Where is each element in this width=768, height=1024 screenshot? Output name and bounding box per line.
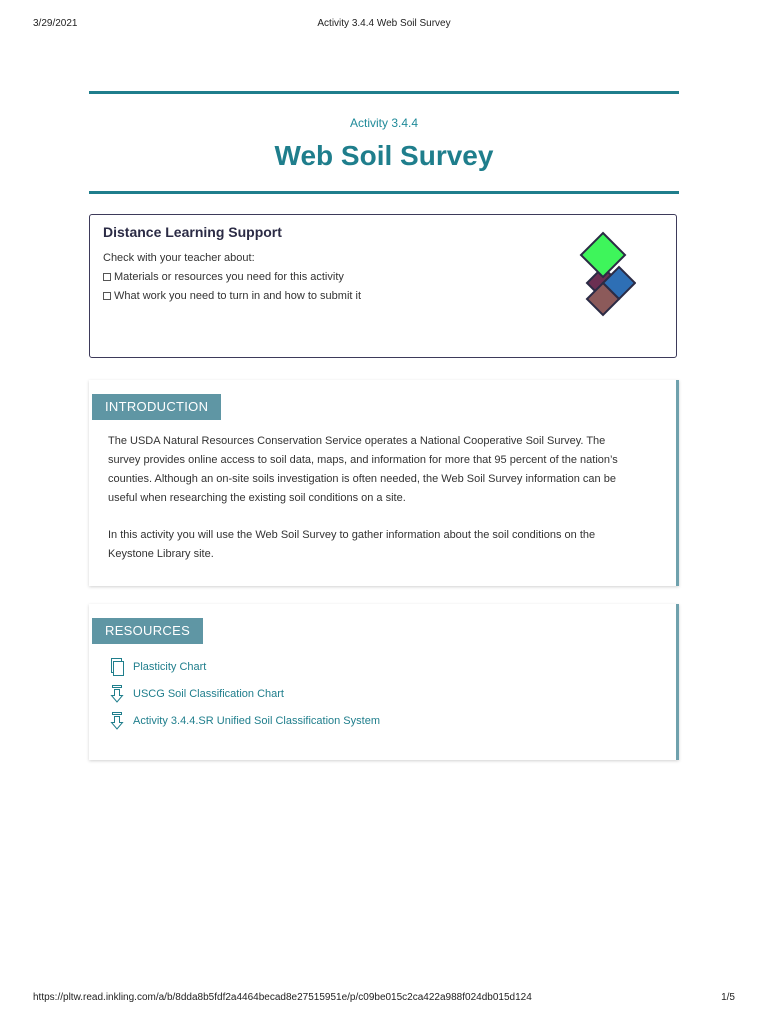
download-icon (109, 684, 125, 704)
introduction-tag: INTRODUCTION (92, 394, 221, 420)
distance-learning-lead: Check with your teacher about: (103, 252, 255, 264)
resource-link-label: USCG Soil Classification Chart (133, 688, 284, 700)
resources-section (89, 604, 679, 760)
top-rule (89, 91, 679, 94)
checkbox-icon[interactable] (103, 292, 111, 300)
checklist-item-label: Materials or resources you need for this activity (114, 271, 344, 283)
page-indicator: 1/5 (721, 992, 735, 1003)
download-icon (109, 711, 125, 731)
print-date: 3/29/2021 (33, 18, 78, 29)
checkbox-icon[interactable] (103, 273, 111, 281)
resource-link-label: Plasticity Chart (133, 661, 207, 673)
print-header (33, 18, 735, 32)
resource-link-label: Activity 3.4.4.SR Unified Soil Classification System (133, 715, 380, 727)
activity-number: Activity 3.4.4 (349, 116, 419, 130)
resource-link-plasticity-chart[interactable] (109, 656, 206, 678)
distance-learning-box (89, 214, 677, 358)
checklist-item-label: What work you need to turn in and how to submit it (114, 290, 362, 302)
print-doc-title: Activity 3.4.4 Web Soil Survey (317, 18, 451, 29)
document-icon (109, 657, 125, 677)
title-rule (89, 191, 679, 194)
print-url: https://pltw.read.inkling.com/a/b/8dda8b5fdf2a4464becad8e27515951e/p/c09be015c2ca422a988f024db015d124 (33, 992, 532, 1003)
checklist-item[interactable] (103, 271, 344, 283)
introduction-section (89, 380, 679, 586)
page-title: Web Soil Survey (274, 140, 494, 171)
resource-link-usc-system[interactable] (109, 710, 380, 732)
checklist-item[interactable] (103, 290, 361, 302)
resource-link-uscg-chart[interactable] (109, 683, 284, 705)
resources-tag: RESOURCES (92, 618, 203, 644)
introduction-paragraph: In this activity you will use the Web Soil Survey to gather information about the soil conditions on the Keystone Library site. (108, 529, 596, 560)
introduction-paragraph: The USDA Natural Resources Conservation Service operates a National Cooperative Soil Survey. The survey provides online access to soil data, maps, and information for more that 95 percent of the nation’s counties. Although an on-site soils investigation is often needed, the Web Soil Survey information can be useful when researching the existing soil conditions on a site. (108, 435, 618, 504)
diamond-logo-icon (570, 231, 636, 319)
print-footer (33, 992, 735, 1006)
distance-learning-heading: Distance Learning Support (103, 224, 282, 240)
